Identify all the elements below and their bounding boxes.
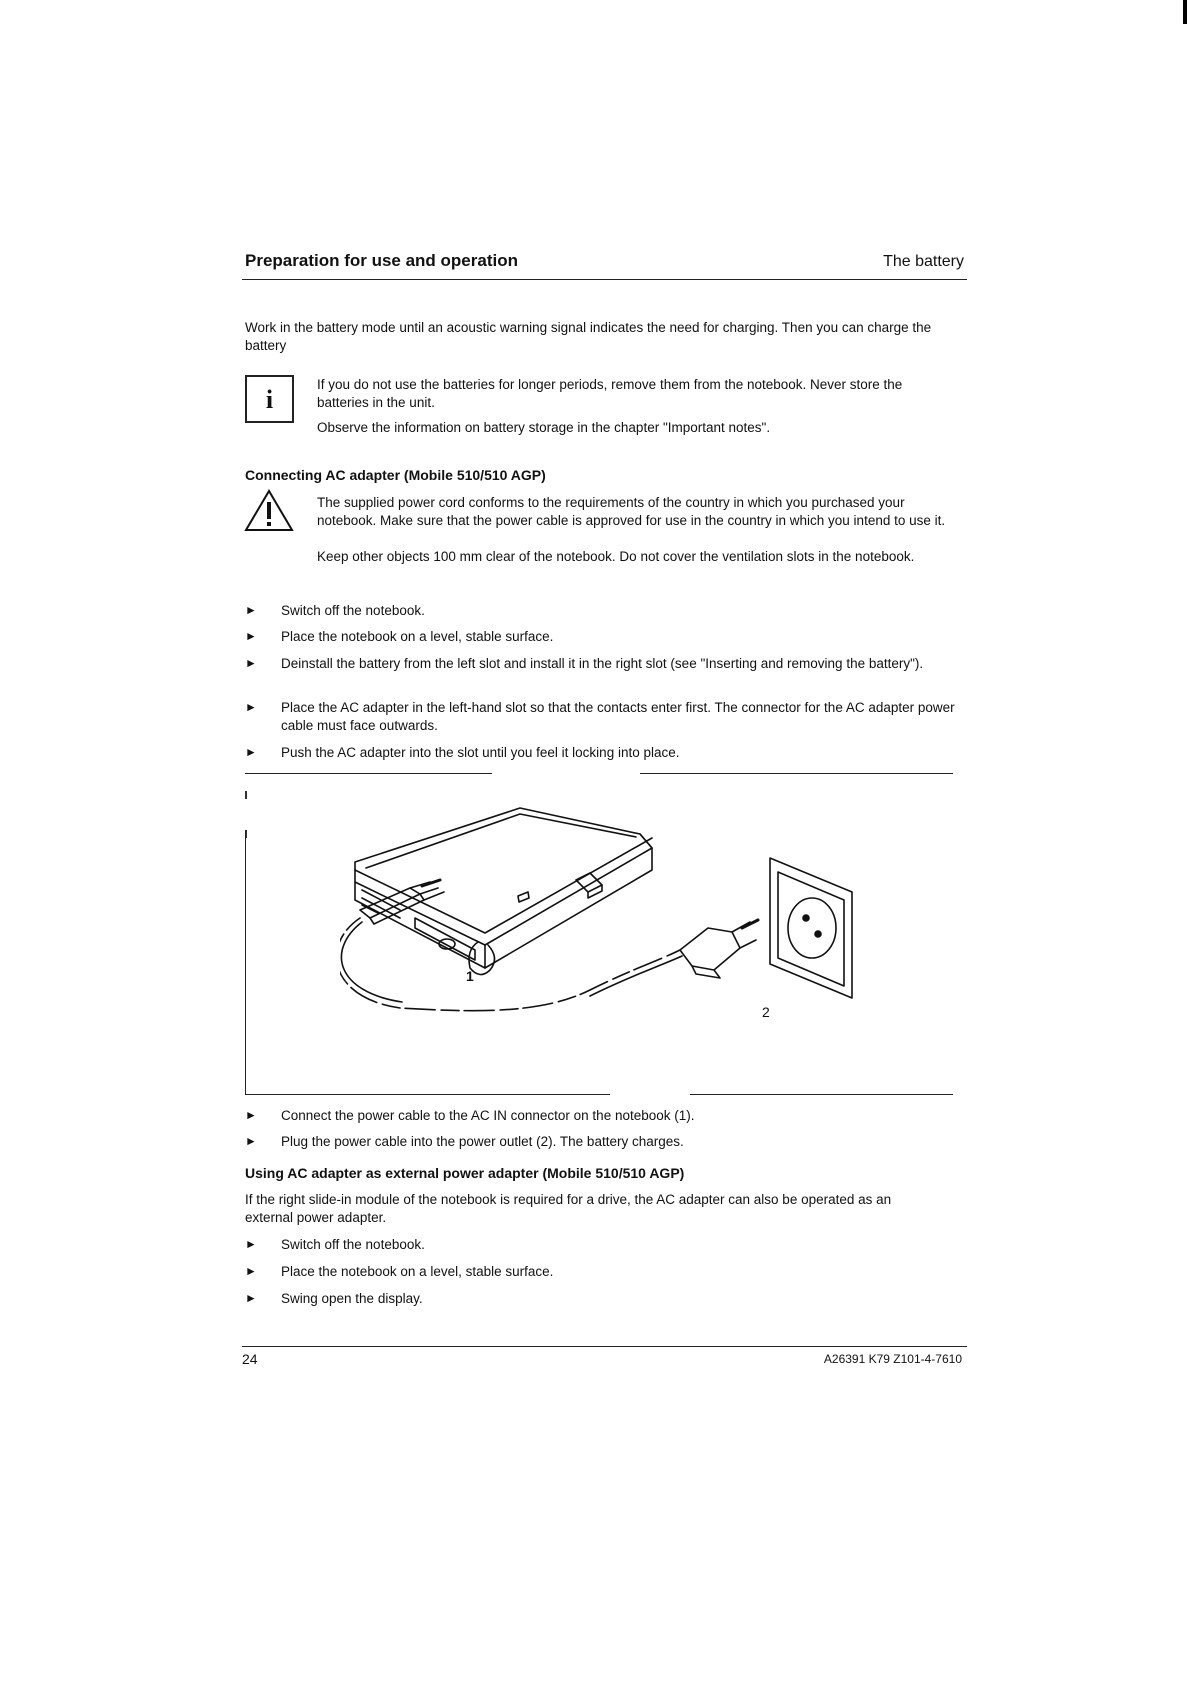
- step-item: Place the AC adapter in the left-hand slot so that the contacts enter first. The connector for the AC adapter power cable must face outwards.: [281, 700, 955, 733]
- step-item: Swing open the display.: [281, 1291, 423, 1306]
- step-item: Connect the power cable to the AC IN connector on the notebook (1).: [281, 1108, 695, 1123]
- section-heading-connecting: Connecting AC adapter (Mobile 510/510 AGP): [245, 467, 546, 483]
- warning-triangle-icon: [244, 489, 294, 533]
- bullet-marker: ►: [245, 656, 257, 670]
- figure-rule-bottom: [245, 1094, 610, 1095]
- bullet-marker: ►: [245, 629, 257, 643]
- bullet-marker: ►: [245, 700, 257, 714]
- step-item: Place the notebook on a level, stable surface.: [281, 1264, 554, 1279]
- step-item: Switch off the notebook.: [281, 603, 425, 618]
- step-item: Push the AC adapter into the slot until you feel it locking into place.: [281, 745, 680, 760]
- step-item: Plug the power cable into the power outlet (2). The battery charges.: [281, 1134, 684, 1149]
- ac-adapter-illustration: [340, 800, 860, 1070]
- step-item: Deinstall the battery from the left slot and install it in the right slot (see "Inserting and removing the battery").: [281, 656, 924, 671]
- info-glyph: i: [265, 385, 274, 414]
- figure-rule-bottom: [690, 1094, 953, 1095]
- info-note-line2: Observe the information on battery storage in the chapter "Important notes".: [317, 420, 771, 435]
- step-item: Place the notebook on a level, stable surface.: [281, 629, 554, 644]
- bullet-marker: ►: [245, 1264, 257, 1278]
- info-icon: [245, 375, 294, 423]
- warning-text-clearance: Keep other objects 100 mm clear of the notebook. Do not cover the ventilation slots in the notebook.: [317, 549, 915, 564]
- section2-paragraph: If the right slide-in module of the notebook is required for a drive, the AC adapter can also be operated as an external power adapter.: [245, 1192, 892, 1225]
- bullet-marker: ►: [245, 745, 257, 759]
- bullet-marker: ►: [245, 1291, 257, 1305]
- page-number: 24: [242, 1351, 258, 1367]
- bullet-marker: ►: [245, 1134, 257, 1148]
- bullet-marker: ►: [245, 603, 257, 617]
- figure-callout-2: 2: [762, 1004, 770, 1020]
- footer-rule: [242, 1346, 967, 1347]
- info-note-line1: If you do not use the batteries for longer periods, remove them from the notebook. Never store the batteries in the unit.: [317, 377, 903, 410]
- figure-frame-tick: [245, 791, 247, 799]
- figure-frame-side: [245, 830, 246, 1094]
- warning-text-cord: The supplied power cord conforms to the requirements of the country in which you purchased your notebook. Make sure that the power cable is approved for use in the country in which you intend to use it.: [317, 495, 946, 528]
- figure-rule-top: [245, 773, 492, 774]
- page-section-title: Preparation for use and operation: [245, 251, 518, 270]
- section-heading-external-adapter: Using AC adapter as external power adapter (Mobile 510/510 AGP): [245, 1165, 685, 1181]
- scan-edge-mark: [1183, 0, 1187, 24]
- bullet-marker: ►: [245, 1237, 257, 1251]
- figure-rule-top: [640, 773, 953, 774]
- intro-paragraph: Work in the battery mode until an acoustic warning signal indicates the need for charging. Then you can charge the battery: [245, 320, 932, 353]
- page-topic-title: The battery: [883, 253, 964, 270]
- document-code: A26391 K79 Z101-4-7610: [823, 1352, 962, 1366]
- header-rule: [242, 279, 967, 280]
- bullet-marker: ►: [245, 1108, 257, 1122]
- step-item: Switch off the notebook.: [281, 1237, 425, 1252]
- figure-callout-1: 1: [466, 968, 474, 984]
